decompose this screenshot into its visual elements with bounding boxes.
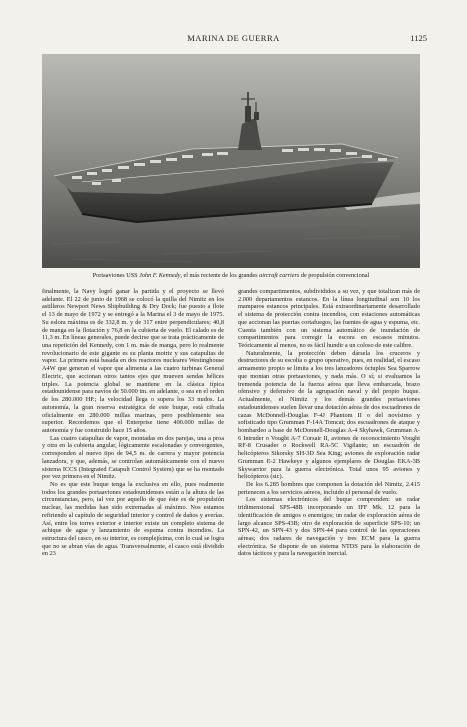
caption-part-3: de propulsión convencional <box>299 272 370 279</box>
caption-ship-name: John F. Kennedy <box>139 272 181 279</box>
aircraft-carrier-photo <box>42 54 420 268</box>
running-title: MARINA DE GUERRA <box>187 33 280 43</box>
caption-term: aircraft carriers <box>259 272 300 279</box>
page-number: 1125 <box>410 33 427 43</box>
caption-part-2: , el más reciente de los grandes <box>180 272 260 279</box>
text-column-left <box>42 288 224 558</box>
page-header <box>40 33 427 45</box>
paragraph: No es que este buque tenga la exclusiva en ello, pues realmente todos los grandes portaaviones estadounidenses están a la altura de las circunstancias, pero, tal vez por aquello de que éste es de propulsión nuclear, las medidas han sido extremadas al máximo. Nos estamos refiriendo al capítulo de seguridad interior y control de daños y averías. Así, entre los torres exterior e interior existe un completo sistema de achique de agua y lanzamiento de espuma contra incendios. La estructura del casco, en su interior, es complejísima, con lo cual se logra que no se abran vías de agua. Transversalmente, el casco está dividido en 23 <box>42 480 224 558</box>
paragraph: Las cuatro catapultas de vapor, montadas en dos parejas, una a proa y otra en la cubierta angular, lógicamente escalonadas y convergentes, corresponden al nuevo tipo de 94,5 m. de carrera y mayor potencia lanzadora, y que, además, se controlan automáticamente con el nuevo sistema ICCS (Integrated Catapult Control System) que se ha montado por vez primera en el Nimitz. <box>42 434 224 481</box>
text-column-right <box>238 288 420 558</box>
photo-caption <box>42 272 420 280</box>
paragraph: finalmente, la Navy logró ganar la partida y el proyecto se llevó adelante. El 22 de junio de 1968 se colocó la quilla del Nimitz en los astilleros Newport News Shipbuilding & Dry Dock; fue puesto a flote el 13 de mayo de 1972 y se entregó a la Marina el 3 de mayo de 1975. Su eslora máxima es de 332,8 m. y de 317 entre perpendiculares; 40,8 de manga en la flotación y 76,8 en la cubierta de vuelo. El calado es de 11,3 m. En líneas generales, puede decirse que se trata prácticamente de una repetición del Kennedy, con 1 m. más de manga, pero lo realmente revolucionario de este gigante es su planta motriz y sus catapultas de vapor. La primera está basada en dos reactores nucleares Westinghouse A4W que generan el vapor que alimenta a las cuatro turbinas General Electric, que accionan otros tantos ejes que mueven sendas hélices triples. La potencia global se mantiene en la clásica típica estadounidense para navíos de 50.000 tm. en adelante, o sea en el orden de los 280.000 HP.; la velocidad llega o supera los 33 nudos. La autonomía, la gran reserva estratégica de este buque, está cifrada oficialmente en 280.000 millas marinas, pero posiblemente sea superior. Recordemos que el Enterprise tiene 400.000 millas de autonomía y fue construido hace 15 años. <box>42 288 224 434</box>
paragraph: Los sistemas electrónicos del buque comprenden: un radar tridimensional SPS-48B incorporando un IFF Mk. 12 para la identificación de amigos o enemigos; un radar de exploración aérea de largo alcance SPS-43B; otro de exploración de superficie SPS-10; un SPN-42, un SPN-43 y dos SPN-44 para control de las operaciones aéreas; dos radares de navegación y tres ECM para la guerra electrónica. Se dispone de un sistema NTDS para la elaboración de datos tácticos y para la navegación inercial. <box>238 496 420 558</box>
paragraph: grandes compartimentos, subdivididos a su vez, y que totalizan más de 2.000 departamentos estancos. En la línea longitudinal son 10 los mamparos estancos principales. Está extraordinariamente desarrollado el sistema de protección contra incendios, con estaciones automáticas que accionan las puertas cortafuegos, las fuentes de agua y espuma, etc. Cuenta también con un sistema automático de inundación de compartimentos para corregir la escora en escasos minutos. Teóricamente al menos, no es fácil hundir a un coloso de este calibre. <box>238 288 420 350</box>
caption-part-1: Portaaviones USS <box>92 272 140 279</box>
carrier-illustration <box>42 54 420 268</box>
paragraph: Naturalmente, la protección deben dársela los cruceros y destructores de su escolta o grupo operativo, pues, en realidad, el escaso armamento propio se limita a los tres lanzadores óctuples Sea Sparrow que montan otras portaaviones, y nada más. O sí; si evaluamos la tremenda potencia de la fuerza aérea que lleva embarcada, brazo ofensivo y defensivo de la agrupación naval y del propio buque. Actualmente, el Nimitz y los demás grandes portaaviones estadounidenses suelen llevar una dotación aérea de dos escuadrones de cazas McDonnell-Douglas F-4J Phantom II o del novísimo y sofisticado tipo Grumman F-14A Tomcat; dos escuadrones de ataque y bombardeo a base de McDonnell-Douglas A-4 Skyhawk, Grumman A-6 Intruder o Vought A-7 Corsair II, aviones de reconocimiento Vought RF-8 Crusader o Rockwell RA-5C Vigilante; un escuadrón de helicópteros Sikorsky SH-3D Sea King; aviones de exploración radar Grumman E-2 Hawkeye y algunos ejemplares de Douglas EKA-3B Skywarrior para la guerra electrónica. Total unos 95 aviones y helicópteros (sic). <box>238 349 420 481</box>
paragraph: De los 6.285 hombres que componen la dotación del Nimitz, 2.415 pertenecen a los servicios aéreos, incluido el personal de vuelo. <box>238 480 420 496</box>
